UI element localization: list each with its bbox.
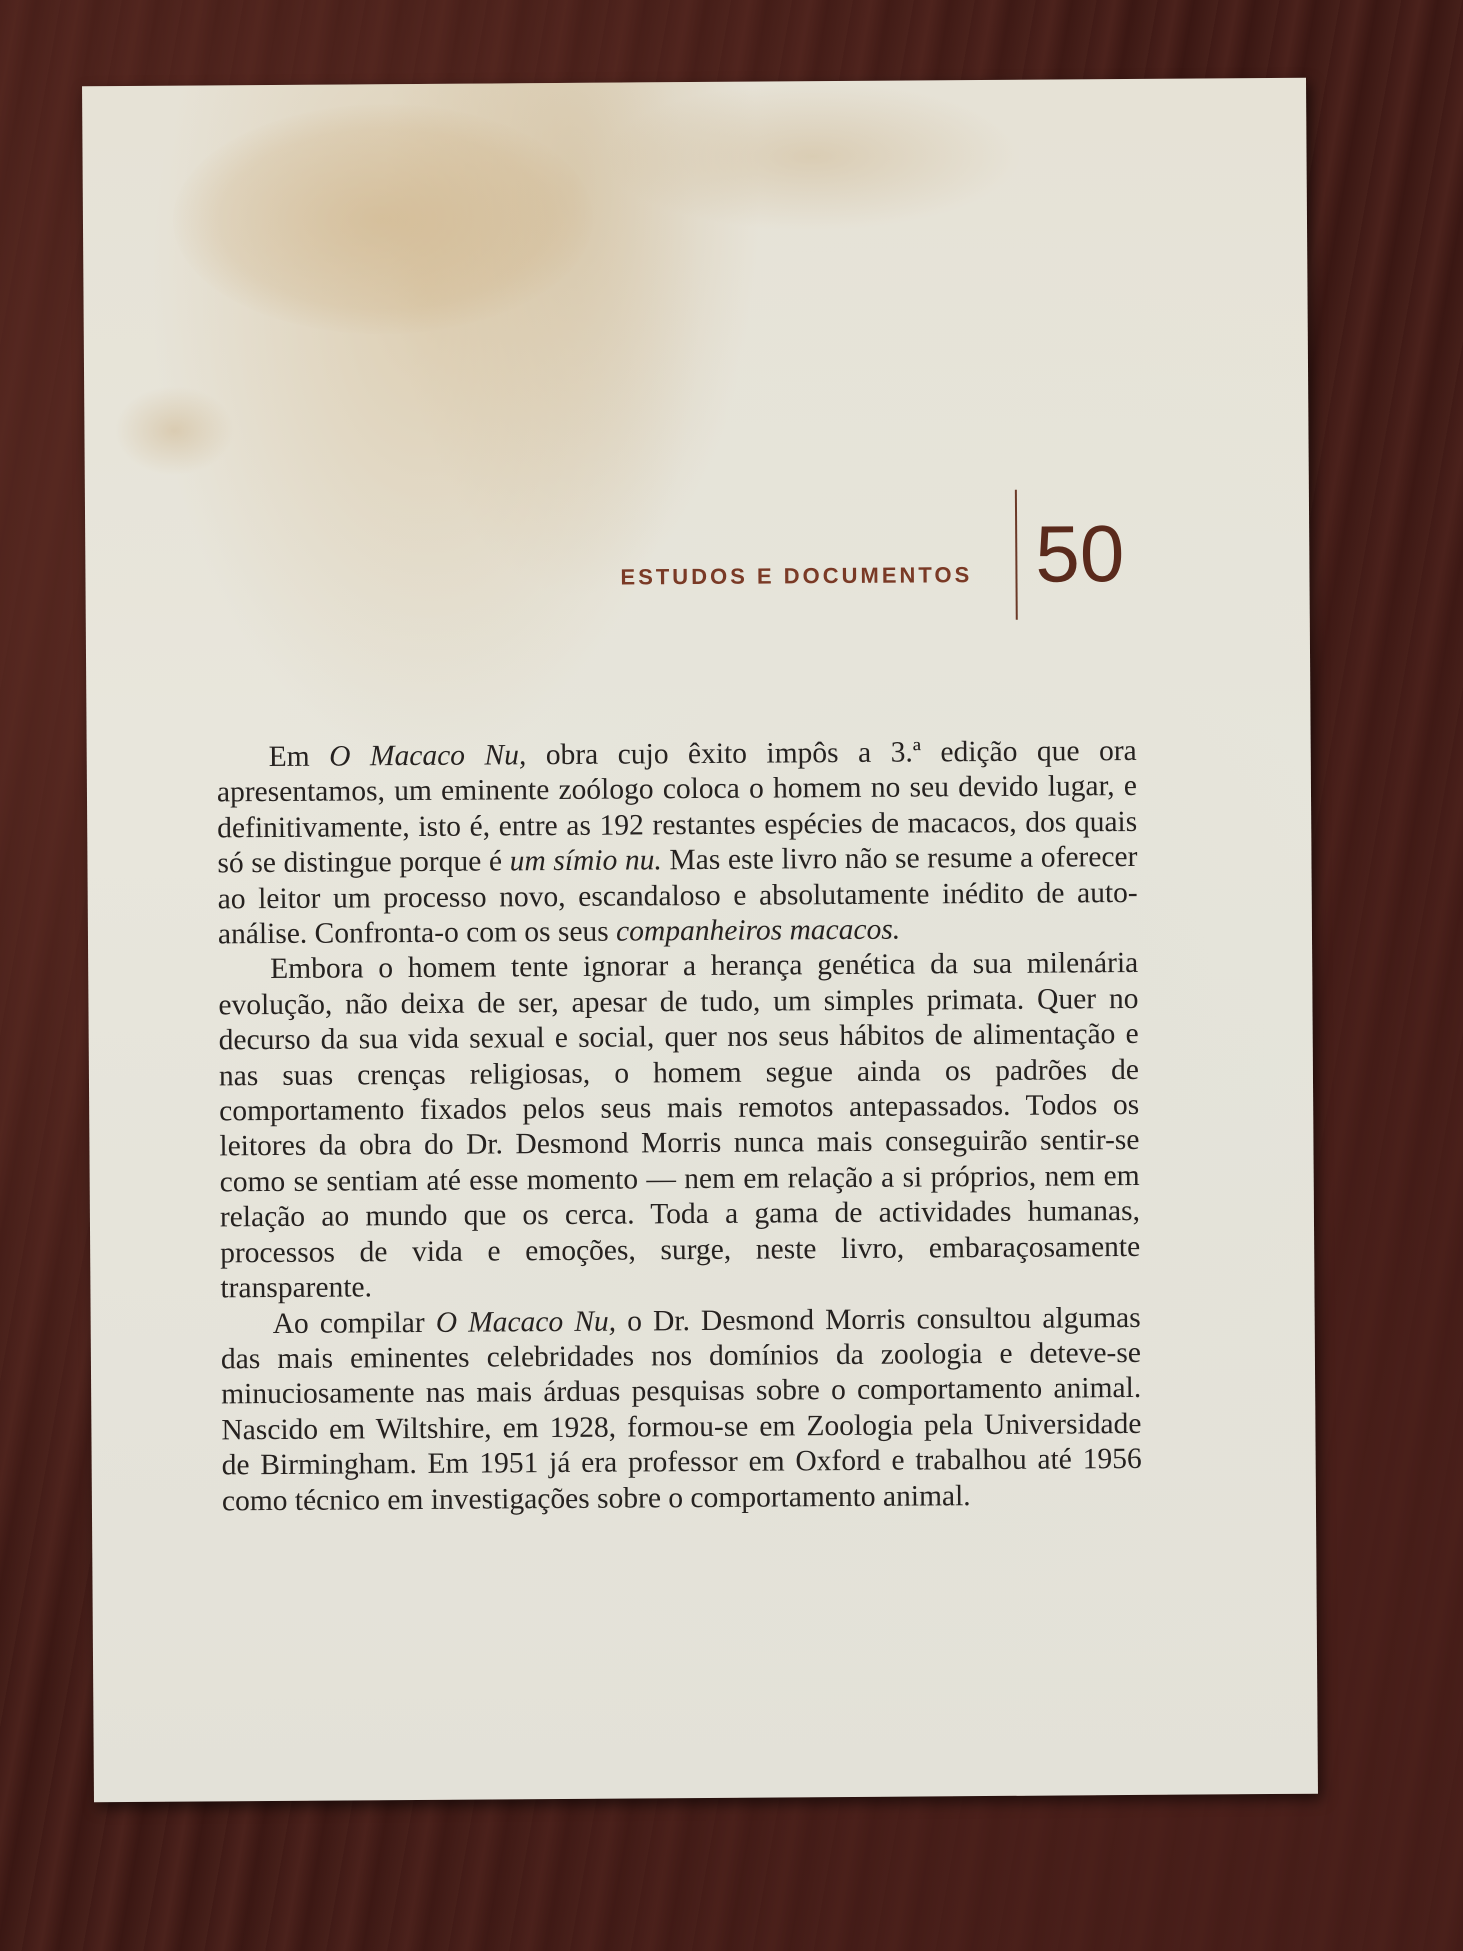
water-stain	[602, 80, 1023, 233]
book-title-italic: O Macaco Nu,	[329, 739, 527, 773]
blurb-text-run: Em	[268, 740, 330, 774]
blurb-text	[217, 734, 1142, 1519]
water-stain	[114, 385, 235, 476]
italic-phrase: um símio nu.	[509, 844, 662, 878]
blurb-paragraph-1	[217, 734, 1138, 953]
italic-phrase: companheiros macacos.	[615, 913, 901, 948]
blurb-text-run: Ao compilar	[272, 1306, 436, 1340]
blurb-paragraph-2: Embora o homem tente ignorar a herança genética da sua milenária evolução, não deixa de ser, apesar de tudo, um simples primata. Quer no decurso da sua vida sexual e social, quer nos seus hábitos de alimentação e nas suas crenças religiosas, o homem segue ainda os padrões de comportamento fixados pelos seus mais remotos antepassados. Todos os leitores da obra do Dr. Desmond Morris nunca mais conseguirão sentir-se como se sentiam até esse momento — nem em relação a si próprios, nem em relação ao mundo que os cerca. Toda a gama de actividades humanas, processos de vida e emoções, surge, neste livro, embaraçosamente transparente.	[218, 947, 1141, 1305]
series-label: ESTUDOS E DOCUMENTOS	[620, 562, 973, 590]
blurb-text-run: obra cujo êxito impôs a 3.ª edição que ora apresentamos, um eminente zoólogo coloca o homem no seu devido lugar, e definitivamente, isto é, entre as 192 restantes espécies de macacos, dos quais só se distingue porque é	[216, 734, 1138, 880]
blurb-text-run: o Dr. Desmond Morris consultou algumas das mais eminentes celebridades nos domínios da zoologia e deteve-se minuciosamente nas mais árduas pesquisas sobre o comportamento animal. Nascido em Wiltshire, em 1928, formou-se em Zoologia pela Universidade de Birmingham. Em 1951 já era professor em Oxford e trabalhou até 1956 como técnico em investigações sobre o comportamento animal.	[220, 1301, 1142, 1517]
series-header	[620, 545, 972, 607]
book-back-cover	[82, 78, 1318, 1803]
book-title-italic: O Macaco Nu,	[435, 1305, 617, 1339]
blurb-text-run: Mas este livro não se resume a oferecer ao leitor um processo novo, escandaloso e absolutamente inédito de auto-análise. Confronta-o com os seus	[217, 841, 1138, 951]
series-number: 50	[1035, 509, 1125, 599]
blurb-paragraph-3	[221, 1300, 1142, 1519]
water-stain	[172, 103, 594, 336]
series-divider	[1015, 490, 1018, 620]
